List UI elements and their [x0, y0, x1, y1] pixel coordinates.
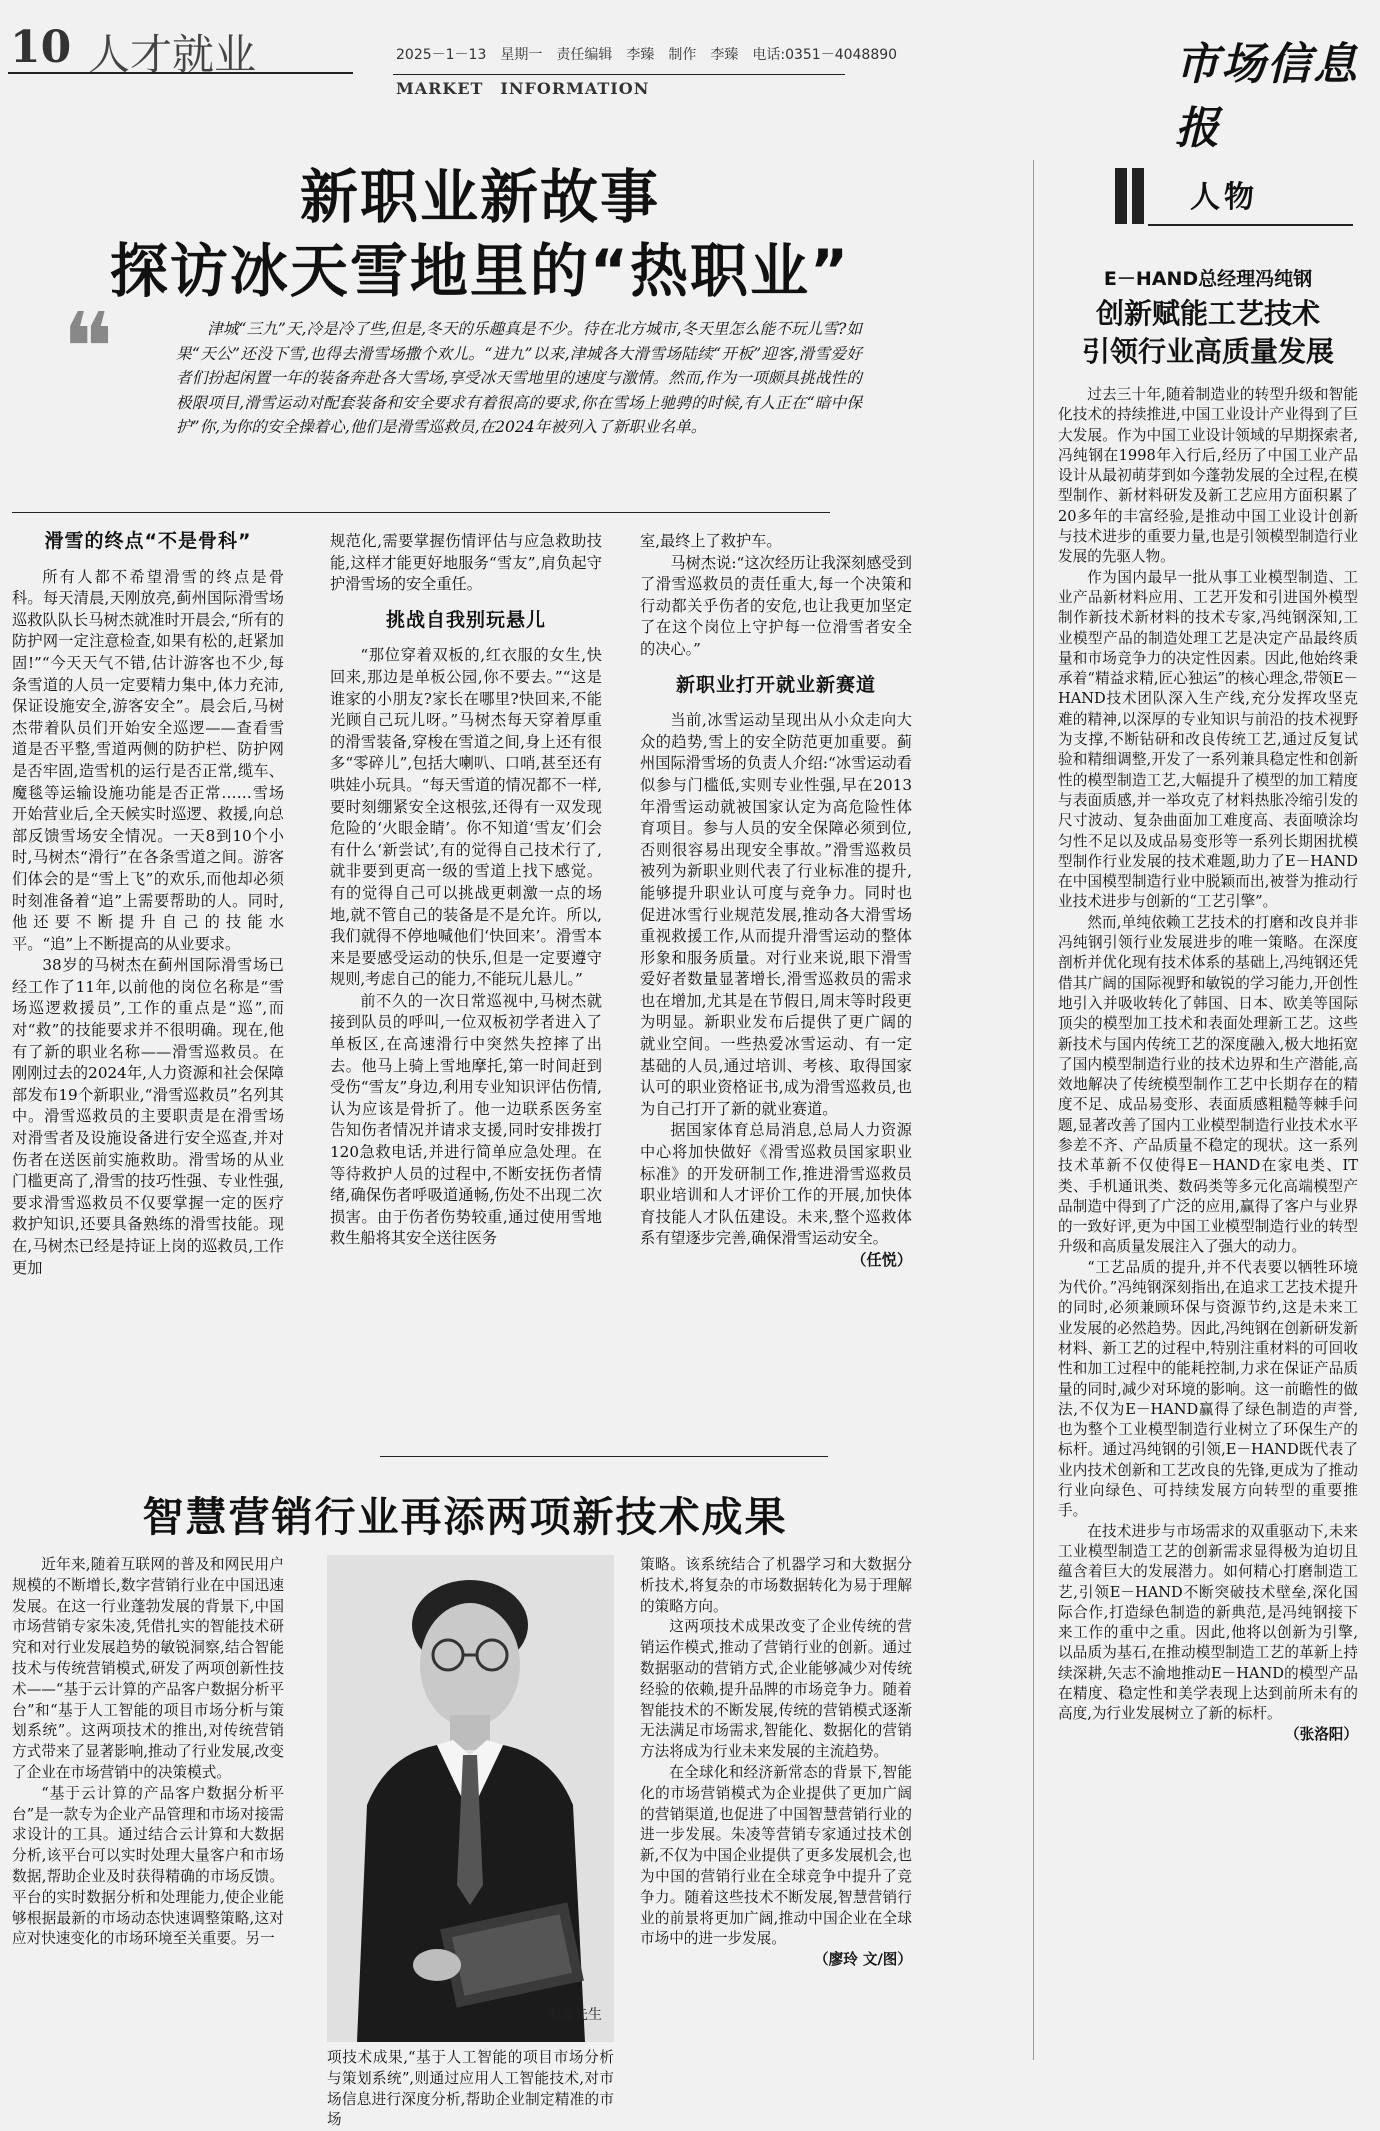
masthead-rule-left — [8, 72, 353, 74]
masthead-rule-right — [393, 74, 845, 75]
article3-p3: 然而,单纯依赖工艺技术的打磨和改良并非冯纯钢引领行业发展进步的唯一策略。在深度剖析并优化现有技术体系的基础上,冯纯钢还凭借其广阔的国际视野和敏锐的学习能力,开创性地引入并吸收转化了韩国、日本、欧美等国际顶尖的模型加工技术和表面处理新工艺。这些新技术与国内传统工艺的深度融入,极大地拓宽了国内模型制造行业的技术边界和生产潜能,高效地解决了传统模型制作工艺中长期存在的精度不足、成品易变形、表面质感粗糙等棘手问题,显著改善了国内工业模型制造行业技术水平参差不齐、产品质量不稳定的现状。这一系列技术革新不仅使得E－HAND在家电类、IT类、手机通讯类、数码类等多元化高端模型产品制造中得到了广泛的应用,赢得了客户与业界的一致好评,更为中国工业模型制造行业的转型升级和高质量发展注入了强大的动力。 — [1058, 913, 1358, 1256]
article3-p4: “工艺品质的提升,并不代表要以牺牲环境为代价。”冯纯钢深刻指出,在追求工艺技术提升的同时,必须兼顾环保与资源节约,这是未来工业发展的必然趋势。因此,冯纯钢在创新研发新材料、新工艺的过程中,特别注重材料的可回收性和加工过程中的能耗控制,力求在保证产品质量的同时,减少对环境的影响。这一前瞻性的做法,不仅为E－HAND赢得了绿色制造的声誉,也为整个工业模型制造行业树立了环保生产的标杆。通过冯纯钢的引领,E－HAND既代表了业内技术创新和工艺改良的先锋,更成为了推动行业向绿色、可持续发展方向转型的重要推手。 — [1058, 1258, 1358, 1520]
article1-col3-p1: 室,最终上了救护车。 — [640, 532, 782, 550]
article2-byline: （廖玲 文/图） — [814, 1951, 912, 1969]
article1-col2-p1: 规范化,需要掌握伤情评估与应急救助技能,这样才能更好地服务“雪友”,肩负起守护滑雪场的安全重任。 — [330, 532, 602, 594]
page-number: 10 — [10, 22, 72, 73]
article1-title-line2: 探访冰天雪地里的“热职业” — [109, 237, 851, 305]
article3-title-line2: 引领行业高质量发展 — [1081, 335, 1334, 368]
article1-col1 — [12, 525, 284, 1279]
paper-logo: 市场信息报 — [1175, 39, 1359, 154]
quote-mark-icon: ❝ — [62, 292, 114, 404]
article1-subhead-2: 挑战自我别玩悬儿 — [385, 608, 546, 631]
article2-col3-p3: 在全球化和经济新常态的背景下,智能化的市场营销模式为企业提供了更加广阔的营销渠道,也促进了中国智慧营销行业的进一步发展。朱凌等营销专家通过技术创新,不仅为中国企业提供了更多发展机会,也为中国的营销行业在全球竞争中提升了竞争力。随着这些技术不断发展,智慧营销行业的前景将更加广阔,推动中国企业在全球市场中的进一步发展。 — [640, 1763, 912, 1948]
article2-col1-p2: “基于云计算的产品客户数据分析平台”是一款专为企业产品管理和市场对接需求设计的工具。通过结合云计算和大数据分析,该平台可以实时处理大量客户和市场数据,帮助企业及时获得精确的市场反馈。平台的实时数据分析和处理能力,使企业能够根据最新的市场动态快速调整策略,这对应对快速变化的市场环境至关重要。另一 — [12, 1784, 284, 1948]
article2-title: 智慧营销行业再添两项新技术成果 — [142, 1493, 788, 1541]
section-marker-icon-2 — [1132, 168, 1144, 224]
article1-col3-p3: 当前,冰雪运动呈现出从小众走向大众的趋势,雪上的安全防范更加重要。蓟州国际滑雪场的负责人介绍:“冰雪运动看似参与门槛低,实则专业性强,早在2013年滑雪运动就被国家认定为高危险性体育项目。参与人员的安全保障必须到位,否则很容易出现安全事故。”滑雪巡救员被列为新职业则代表了行业标准的提升,能够提升职业认可度与竞争力。同时也促进冰雪行业规范发展,推动各大滑雪场重视救援工作,从而提升滑雪运动的整体形象和服务质量。对行业来说,眼下滑雪爱好者数量显著增长,滑雪巡救员的需求也在增加,尤其是在节假日,周末等时段更为明显。新职业发布后提供了更广阔的就业空间。一些热爱冰雪运动、有一定基础的人员,通过培训、考核、取得国家认可的职业资格证书,成为滑雪巡救员,也为自己打开了新的就业赛道。 — [640, 711, 912, 1118]
article1-col2 — [330, 531, 602, 1250]
portrait-image — [327, 1555, 614, 2042]
article2-col2 — [327, 2048, 614, 2131]
article1-col3 — [640, 531, 912, 1272]
article1-byline: （任悦） — [851, 1251, 912, 1269]
article3-title-line1: 创新赋能工艺技术 — [1095, 297, 1320, 330]
article2-col3 — [640, 1555, 912, 1971]
article1-lead: 津城“三九”天,冷是冷了些,但是,冬天的乐趣真是不少。待在北方城市,冬天里怎么能不玩儿雪?如果“天公”还没下雪,也得去滑雪场撒个欢儿。“进九”以来,津城各大滑雪场陆续“开板”迎客,滑雪爱好者们扮起闲置一年的装备奔赴各大雪场,享受冰天雪地里的速度与激情。然而,作为一项颇具挑战性的极限项目,滑雪运动对配套装备和安全要求有着很高的要求,你在雪场上驰骋的时候,有人正在“暗中保护”你,为你的安全操着心,他们是滑雪巡救员,在2024年被列入了新职业名单。 — [176, 320, 862, 436]
article2-col1-p1: 近年来,随着互联网的普及和网民用户规模的不断增长,数字营销行业在中国迅速发展。在这一行业蓬勃发展的背景下,中国市场营销专家朱凌,凭借扎实的智能技术研究和对行业发展趋势的敏锐洞察,结合智能技术与传统营销模式,研发了两项创新性技术——“基于云计算的产品客户数据分析平台”和“基于人工智能的项目市场分析与策划系统”。这两项技术的推出,对传统营销方式带来了显著影响,推动了行业发展,改变了企业在市场营销中的决策模式。 — [12, 1556, 284, 1781]
article1-col1-p1: 所有人都不希望滑雪的终点是骨科。每天清晨,天刚放亮,蓟州国际滑雪场巡救队队长马树杰就准时开晨会,“所有的防护网一定注意检查,如果有松的,赶紧加固!”“今天天气不错,估计游客也不少,每条雪道的人员一定要精力集中,体力充沛,保证设施安全,游客安全”。晨会后,马树杰带着队员们开始安全巡逻——查看雪道是否平整,雪道两侧的防护栏、防护网是否牢固,造雪机的运行是否正常,缆车、魔毯等运输设施功能是否正常……雪场开始营业后,全天候实时巡逻、救援,向总部反馈雪场安全情况。一天8到10个小时,马树杰“滑行”在各条雪道之间。游客们体会的是“雪上飞”的欢乐,而他却必须时刻准备着“追”上需要帮助的人。同时,他还要不断提升自己的技能水平。“追”上不断提高的从业要求。 — [12, 567, 284, 953]
article3-p1: 过去三十年,随着制造业的转型升级和智能化技术的持续推进,中国工业设计产业得到了巨大发展。作为中国工业设计领域的早期探索者,冯纯钢在1998年入行后,经历了中国工业产品设计从最初萌芽到如今蓬勃发展的全过程,在模型制作、新材料研发及新工艺应用方面积累了20多年的丰富经验,是推动中国工业设计创新与技术进步的重要力量,也是引领模型制造行业发展的先驱人物。 — [1058, 386, 1358, 566]
article1-subhead-3: 新职业打开就业新赛道 — [675, 673, 876, 696]
article1-col2-p3: 前不久的一次日常巡视中,马树杰就接到队员的呼叫,一位双板初学者进入了单板区,在高速滑行中突然失控摔了出去。他马上骑上雪地摩托,第一时间赶到受伤“雪友”身边,利用专业知识评估伤情,认为应该是骨折了。他一边联系医务室告知伤者情况并请求支援,同时安排拨打120急救电话,并进行简单应急处理。在等待救护人员的过程中,不断安抚伤者情绪,确保伤者呼吸道通畅,伤处不出现二次损害。由于伤者伤势较重,通过使用雪地救生船将其安全送往医务 — [330, 991, 602, 1248]
section-name: 人才就业 — [88, 30, 257, 79]
article2-col2-p1: 项技术成果,“基于人工智能的项目市场分析与策划系统”,则通过应用人工智能技术,对市场信息进行深度分析,帮助企业制定精准的市场 — [327, 2049, 614, 2129]
article3-p2: 作为国内最早一批从事工业模型制造、工业产品新材料应用、工艺开发和引进国外模型制作新技术新材料的技术专家,冯纯钢深知,工业模型产品的制造处理工艺是决定产品最终质量和市场竞争力的决定性因素。因此,他始终秉承着“精益求精,匠心独运”的核心理念,带领E－HAND技术团队深入生产线,充分发挥攻坚克难的精神,以深厚的专业知识与前沿的技术视野为支撑,不断钻研和改良传统工艺,通过反复试验和精细调整,开发了一系列兼具稳定性和创新性的模型制造工艺,大幅提升了模型的加工精度与表面质感,并一举攻克了材料热胀冷缩引发的尺寸波动、复杂曲面加工难度高、表面喷涂均匀性不足以及成品易变形等一系列长期困扰模型制作行业发展的技术难题,助力了E－HAND在中国模型制造行业中脱颖而出,被誉为推动行业技术进步与创新的“工艺引擎”。 — [1058, 568, 1358, 911]
article1-col2-p2: “那位穿着双板的,红衣服的女生,快回来,那边是单板公园,你不要去。”“这是谁家的小朋友?家长在哪里?快回来,不能光顾自己玩儿呀。”马树杰每天穿着厚重的滑雪装备,穿梭在雪道之间,身上还有很多“零碎儿”,包括大喇叭、口哨,甚至还有哄娃小玩具。“每天雪道的情况都不一样,要时刻绷紧安全这根弦,还得有一双发现危险的‘火眼金睛’。你不知道‘雪友’们会有什么‘新尝试’,有的觉得自己技术行了,就非要到更高一级的雪道上找下感觉。有的觉得自己可以挑战更刺激一点的场地,就不管自己的装备是不是允许。所以,我们就得不停地喊他们‘快回来’。滑雪本来是要感受运动的快乐,但是一定要遵守规则,考虑自己的能力,不能玩儿悬儿。” — [330, 646, 602, 989]
article1-lead-rule — [12, 512, 830, 513]
photo-caption: 朱凌先生 — [546, 2007, 602, 2023]
section-marker-icon — [1115, 168, 1127, 224]
article1-subhead-1: 滑雪的终点“不是骨科” — [44, 530, 252, 552]
portrait-photo — [327, 1555, 614, 2042]
article3-body — [1058, 385, 1358, 1745]
masthead-meta: 2025－1－13 星期一 责任编辑 李臻 制作 李臻 电话:0351－4048890 — [396, 47, 898, 63]
column-divider — [1033, 160, 1034, 2060]
article2-col1 — [12, 1555, 284, 1950]
masthead-english: MARKET INFORMATION — [396, 79, 650, 98]
article2-col3-p1: 策略。该系统结合了机器学习和大数据分析技术,将复杂的市场数据转化为易于理解的策略方向。 — [640, 1556, 912, 1615]
article1-bottom-rule — [380, 1456, 828, 1457]
article3-p5: 在技术进步与市场需求的双重驱动下,未来工业模型制造工艺的创新需求显得极为迫切且蕴含着巨大的发展潜力。如何精心打磨制造工艺,引领E－HAND不断突破技术壁垒,深化国际合作,打造绿色制造的新典范,是冯纯钢接下来工作的重中之重。因此,他将以创新为引擎,以品质为基石,在推动模型制造工艺的革新上持续深耕,矢志不渝地推动E－HAND的模型产品在精度、稳定性和美学表现上达到前所未有的高度,为行业发展树立了新的标杆。 — [1058, 1522, 1358, 1723]
article3-byline: （张洛阳） — [1285, 1725, 1358, 1743]
people-section-rule — [1148, 224, 1353, 226]
article1-title-line1: 新职业新故事 — [299, 163, 660, 231]
people-section-label: 人物 — [1190, 180, 1258, 215]
article3-pretitle: E－HAND总经理冯纯钢 — [1103, 268, 1313, 290]
article1-col1-p2: 38岁的马树杰在蓟州国际滑雪场已经工作了11年,以前他的岗位名称是“雪场巡逻救援员”,工作的重点是“巡”,而对“救”的技能要求并不很明确。现在,他有了新的职业名称——滑雪巡救员。在刚刚过去的2024年,人力资源和社会保障部发布19个新职业,“滑雪巡救员”名列其中。滑雪巡救员的主要职责是在滑雪场对滑雪者及设施设备进行安全巡查,并对伤者在送医前实施救助。滑雪场的从业门槛更高了,滑雪的技巧性强、专业性强,要求滑雪巡救员不仅要掌握一定的医疗救护知识,还要具备熟练的滑雪技能。现在,马树杰已经是持证上岗的巡救员,工作更加 — [12, 956, 284, 1277]
article2-col3-p2: 这两项技术成果改变了企业传统的营销运作模式,推动了营销行业的创新。通过数据驱动的营销方式,企业能够减少对传统经验的依赖,提升品牌的市场竞争力。随着智能技术的不断发展,传统的营销模式逐渐无法满足市场需求,智能化、数据化的营销方法将成为行业未来发展的主流趋势。 — [640, 1618, 912, 1761]
article1-col3-p2: 马树杰说:“这次经历让我深刻感受到了滑雪巡救员的责任重大,每一个决策和行动都关乎伤者的安危,也让我更加坚定了在这个岗位上守护每一位滑雪者安全的决心。” — [640, 553, 912, 658]
article1-col3-p4: 据国家体育总局消息,总局人力资源中心将加快做好《滑雪巡救员国家职业标准》的开发研制工作,推进滑雪巡救员职业培训和人才评价工作的开展,加快体育技能人才队伍建设。未来,整个巡救体系有望逐步完善,确保滑雪运动安全。 — [640, 1121, 912, 1248]
